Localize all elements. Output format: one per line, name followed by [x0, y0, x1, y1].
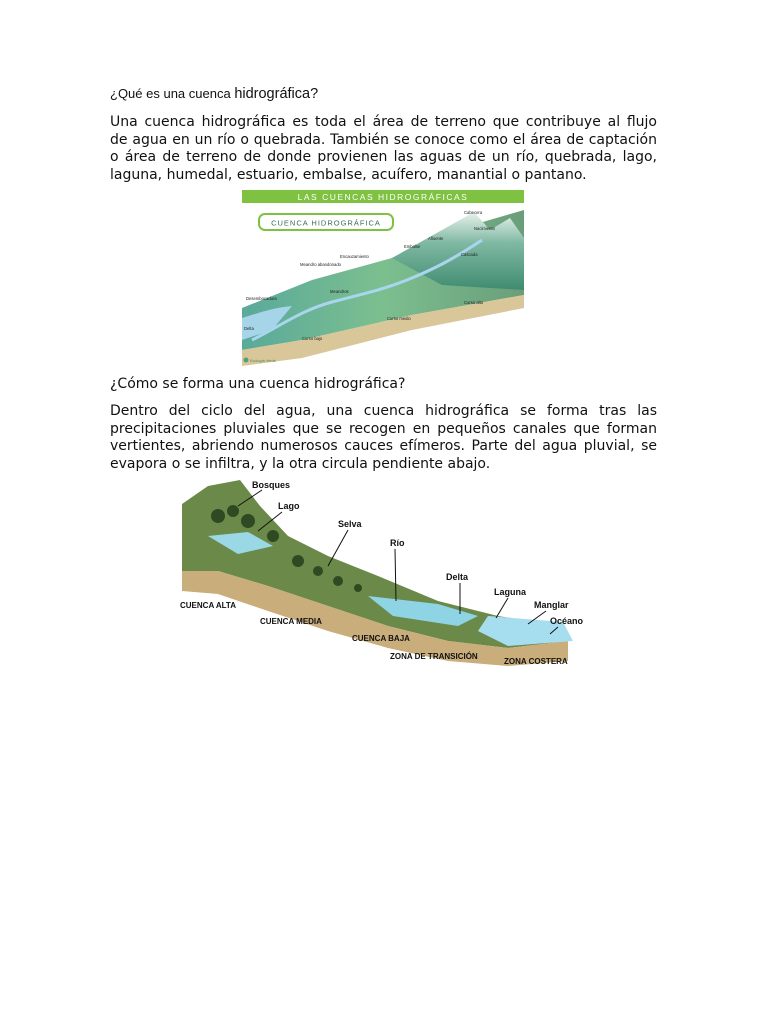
label-rio: Río	[390, 538, 405, 548]
label-cascada: Cascada	[461, 252, 478, 257]
label-curso-bajo: Curso bajo	[302, 336, 323, 341]
label-cuenca-alta: CUENCA ALTA	[180, 601, 236, 610]
label-delta: Delta	[446, 572, 469, 582]
paragraph-line: evapora o se infiltra, y la otra circula pendiente abajo.	[110, 455, 491, 472]
label-delta: Delta	[244, 326, 254, 331]
label-curso-medio: Curso medio	[387, 316, 411, 321]
paragraph-line: precipitaciones pluviales que se recogen en pequeños canales que forman	[110, 420, 657, 437]
label-desembocadura: Desembocadura	[246, 296, 277, 301]
label-manglar: Manglar	[534, 600, 569, 610]
label-lago: Lago	[278, 501, 300, 511]
label-nacimiento: Nacimiento	[474, 226, 495, 231]
paragraph-line: laguna, humedal, estuario, embalse, acuífero, manantial o pantano.	[110, 166, 587, 183]
paragraph-line: de agua en un río o quebrada. También se conoce como el área de captación	[110, 131, 657, 148]
label-encauzamiento: Encauzamiento	[340, 254, 369, 259]
paragraph-definition	[110, 114, 657, 184]
banner-title: LAS CUENCAS HIDROGRÁFICAS	[297, 192, 469, 202]
heading-que-es	[110, 86, 318, 102]
paragraph-line: vertientes, abriendo numerosos cauces efímeros. Parte del agua pluvial, se	[110, 438, 657, 454]
label-oceano: Océano	[550, 616, 584, 626]
label-cuenca-media: CUENCA MEDIA	[260, 617, 322, 626]
label-cabecera: Cabecera	[464, 210, 483, 215]
label-embalse: Embalse	[404, 244, 421, 249]
paragraph-line: Dentro del ciclo del agua, una cuenca hidrográfica se forma tras las	[110, 403, 657, 419]
brand-logo-icon	[244, 358, 249, 363]
figure-zonas-cuenca	[178, 476, 590, 666]
label-curso-alto: Curso alto	[464, 300, 484, 305]
label-zona-transicion: ZONA DE TRANSICIÓN	[390, 652, 478, 661]
label-zona-costera: ZONA COSTERA	[504, 657, 568, 666]
heading-large-part: hidrográfica?	[234, 86, 319, 102]
label-laguna: Laguna	[494, 587, 527, 597]
label-brand: Ecología Verde	[250, 359, 276, 363]
label-bosques: Bosques	[252, 480, 291, 490]
label-afluente: Afluente	[428, 236, 444, 241]
box-title: CUENCA HIDROGRÁFICA	[271, 218, 381, 228]
label-cuenca-baja: CUENCA BAJA	[352, 634, 410, 643]
figure-cuencas-hidrograficas	[242, 190, 524, 368]
paragraph-line: Una cuenca hidrográfica es toda el área de terreno que contribuye al flujo	[110, 114, 657, 130]
label-meandros: Meandros	[330, 289, 349, 294]
label-selva: Selva	[338, 519, 362, 529]
paragraph-formation	[110, 403, 657, 473]
heading-como-se-forma: ¿Cómo se forma una cuenca hidrográfica?	[110, 376, 406, 392]
label-meandro: Meandro abandonado	[300, 262, 341, 267]
heading-small-part: ¿Qué es una cuenca	[110, 86, 235, 101]
paragraph-line: o área de terreno de donde provienen las aguas de un río, quebrada, lago,	[110, 149, 657, 165]
